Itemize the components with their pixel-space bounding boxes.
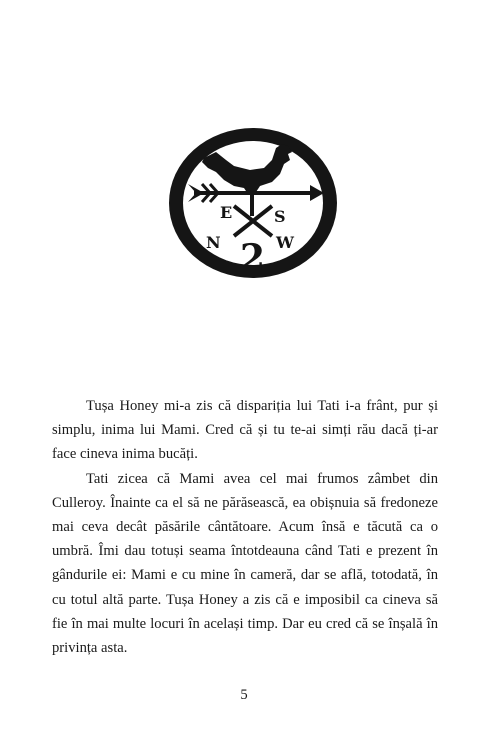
compass-letter-e: E <box>220 203 233 222</box>
chapter-number: 2 <box>240 237 266 279</box>
compass-letter-n: N <box>206 233 221 252</box>
paragraph-1: Tușa Honey mi-a zis că dispariția lui Tati i-a frânt, pur și simplu, inima lui Mami. Cred că și tu te-ai simți rău dacă ți-ar face cineva inima bucăți. <box>52 398 438 463</box>
chapter-body-text <box>52 394 438 660</box>
paragraph-2: Tati zicea că Mami avea cel mai frumos zâmbet din Culleroy. Înainte ca el să ne părăsească, ea obișnuia să fredoneze mai ceva decât păsările cântătoare. Acum însă e tăcută ca o umbră. Îmi dau totuși seama întotdeauna când Tati e prezent în gândurile ei: Mami e cu mine în cameră, dar se află, totodată, în cu totul altă parte. Tușa Honey a zis că e imposibil ca cineva să fie în mai multe locuri în același timp. Dar eu cred că se înșală în privința asta. <box>52 470 438 657</box>
compass-letter-w: W <box>276 233 294 252</box>
compass-letter-s: S <box>274 207 286 226</box>
page-number: 5 <box>240 687 248 703</box>
chapter-emblem <box>164 124 342 282</box>
